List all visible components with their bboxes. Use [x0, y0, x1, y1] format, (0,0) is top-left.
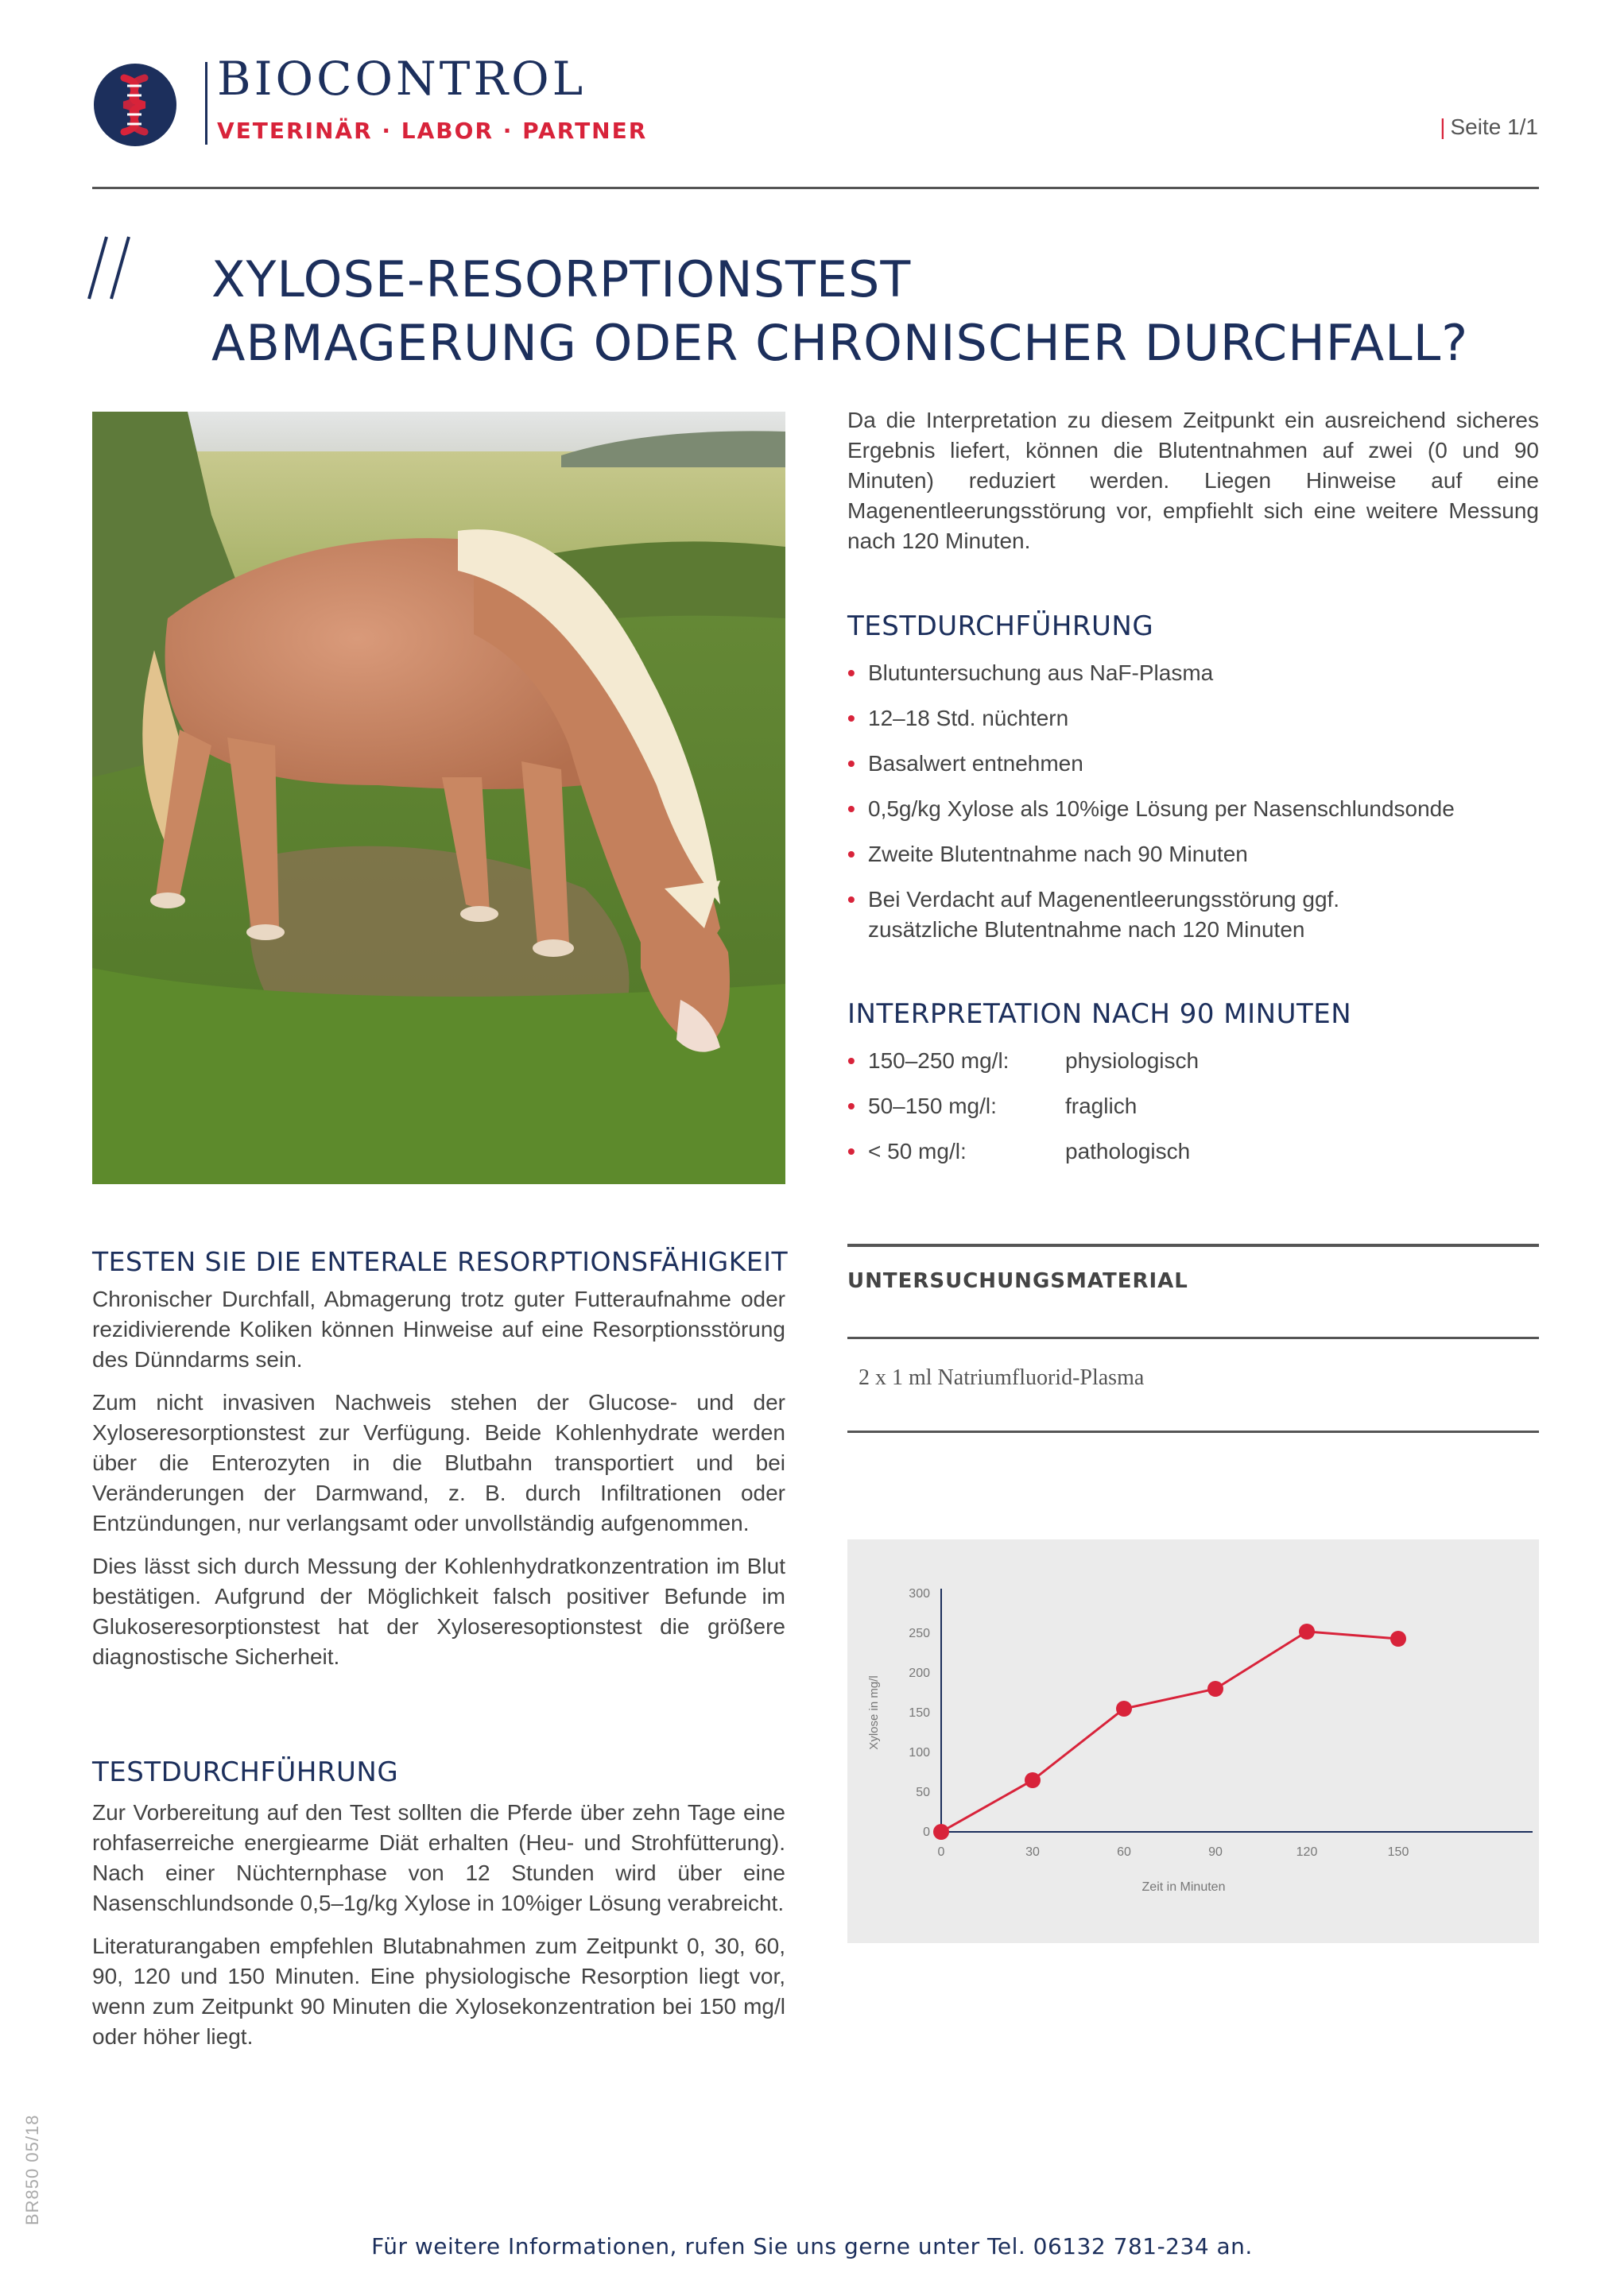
brand-divider	[205, 62, 207, 145]
procedure-item	[847, 749, 1539, 779]
chart-x-tick-label: 150	[1387, 1845, 1409, 1859]
chart-data-point	[933, 1824, 949, 1840]
double-slash-icon	[84, 232, 140, 304]
procedure-item-text: Blutuntersuchung aus NaF-Plasma	[868, 660, 1214, 685]
procedure-item	[847, 794, 1539, 824]
bullet-dot-icon: •	[847, 1094, 855, 1118]
intro-paragraph-right: Da die Interpretation zu diesem Zeitpunkt ein ausreichend sicheres Ergebnis liefert, können die Blutentnahmen auf zwei (0 und 90 Minuten) reduziert werden. Liegen Hinweise auf eine Magenentleerungsstörung vor, empfiehlt sich eine weitere Messung nach 120 Minuten.	[847, 408, 1539, 553]
interpretation-row	[847, 1091, 1539, 1121]
bullet-dot-icon: •	[847, 1048, 855, 1073]
testen-heading: TESTEN SIE DIE ENTERALE RESORPTIONSFÄHIGKEIT	[92, 1246, 789, 1277]
page-number	[1440, 114, 1538, 140]
chart-y-tick-label: 0	[923, 1826, 930, 1839]
material-bottom-rule	[847, 1431, 1539, 1433]
interpretation-range: < 50 mg/l:	[868, 1139, 967, 1163]
chart-data-point	[1390, 1631, 1406, 1647]
chart-data-point	[1207, 1681, 1223, 1697]
biocontrol-logo-icon	[92, 62, 178, 148]
procedure-heading: TESTDURCHFÜHRUNG	[847, 610, 1154, 642]
chart-data-point	[1116, 1701, 1132, 1717]
interpretation-result: pathologisch	[1065, 1139, 1191, 1163]
chart-y-tick-label: 200	[909, 1667, 930, 1680]
testen-paragraph: Zum nicht invasiven Nachweis stehen der Glucose- und der Xyloseresorptionstest zur Verfügung. Beide Kohlenhydrate werden über die Enterozyten in die Blutbahn transportiert und bei Veränderungen der Darmwand, z. B. durch Infiltrationen oder Entzündungen, nur verlangsamt oder unvollständig aufgenommen.	[92, 1390, 785, 1535]
horse-photo	[92, 412, 785, 1184]
bullet-dot-icon: •	[847, 842, 855, 866]
interpretation-result: physiologisch	[1065, 1048, 1200, 1073]
interpretation-range: 150–250 mg/l:	[868, 1048, 1010, 1073]
durchfuehrung-heading: TESTDURCHFÜHRUNG	[92, 1756, 399, 1788]
testen-paragraph: Dies lässt sich durch Messung der Kohlenhydratkonzentration im Blut bestätigen. Aufgrund der Möglichkeit falsch positiver Befunde im Glukoseresorptionstest hat der Xyloseresoptionstest die größere diagnostische Sicherheit.	[92, 1554, 785, 1669]
brand-tagline: VETERINÄR · LABOR · PARTNER	[217, 118, 648, 144]
material-top-rule	[847, 1244, 1539, 1247]
brand-name: BIOCONTROL	[217, 52, 587, 106]
material-mid-rule	[847, 1337, 1539, 1339]
interpretation-row	[847, 1136, 1539, 1167]
chart-x-tick-label: 0	[937, 1845, 945, 1859]
bullet-dot-icon: •	[847, 706, 855, 730]
chart-x-tick-label: 120	[1296, 1845, 1318, 1859]
chart-data-point	[1025, 1772, 1041, 1788]
durchfuehrung-body	[92, 1798, 785, 2052]
durchfuehrung-paragraph: Zur Vorbereitung auf den Test sollten die Pferde über zehn Tage eine rohfaserreiche energiearme Diät erhalten (Heu- und Strohfütterung). Nach einer Nüchternphase von 12 Stunden wird über eine Nasenschlundsonde 0,5–1g/kg Xylose in 10%iger Lösung verabreicht.	[92, 1800, 785, 1915]
chart-series-line	[941, 1632, 1398, 1832]
chart-y-tick-label: 250	[909, 1627, 930, 1640]
interpretation-result: fraglich	[1065, 1094, 1138, 1118]
header-rule	[92, 187, 1539, 189]
chart-x-tick-label: 60	[1117, 1845, 1131, 1859]
bullet-dot-icon: •	[847, 751, 855, 776]
durchfuehrung-paragraph: Literaturangaben empfehlen Blutabnahmen zum Zeitpunkt 0, 30, 60, 90, 120 und 150 Minuten. Eine physiologische Resorption liegt vor, wenn zum Zeitpunkt 90 Minuten die Xylosekonzentration bei 150 mg/l oder höher liegt.	[92, 1934, 785, 2049]
material-value: 2 x 1 ml Natriumfluorid-Plasma	[859, 1365, 1145, 1390]
document-code: BR850 05/18	[22, 2114, 42, 2225]
chart-y-axis-label: Xylose in mg/l	[867, 1675, 881, 1750]
procedure-item-text: 0,5g/kg Xylose als 10%ige Lösung per Nasenschlundsonde	[868, 796, 1455, 821]
page-number-text: Seite 1/1	[1450, 114, 1538, 139]
procedure-item	[847, 839, 1539, 869]
procedure-item-text: 12–18 Std. nüchtern	[868, 706, 1069, 730]
procedure-item-text: Zweite Blutentnahme nach 90 Minuten	[868, 842, 1248, 866]
testen-body	[92, 1284, 785, 1672]
chart-y-tick-label: 100	[909, 1746, 930, 1760]
procedure-list	[847, 658, 1539, 960]
procedure-item	[847, 885, 1424, 945]
chart-data-point	[1299, 1624, 1315, 1640]
page-number-bar: |	[1440, 114, 1446, 139]
procedure-item-text: Basalwert entnehmen	[868, 751, 1083, 776]
procedure-item	[847, 658, 1539, 688]
bullet-dot-icon: •	[847, 1139, 855, 1163]
chart-y-tick-label: 300	[909, 1587, 930, 1601]
chart-x-axis-label: Zeit in Minuten	[1141, 1880, 1226, 1894]
chart-x-tick-label: 30	[1025, 1845, 1040, 1859]
chart-y-tick-label: 50	[916, 1786, 930, 1799]
material-heading: UNTERSUCHUNGSMATERIAL	[847, 1269, 1188, 1293]
footer-contact: Für weitere Informationen, rufen Sie uns gerne unter Tel. 06132 781-234 an.	[371, 2233, 1253, 2259]
bullet-dot-icon: •	[847, 796, 855, 821]
chart-x-tick-label: 90	[1208, 1845, 1223, 1859]
interpretation-heading: INTERPRETATION NACH 90 MINUTEN	[847, 998, 1352, 1030]
xylose-chart	[847, 1539, 1539, 1943]
title-line-1: XYLOSE-RESORPTIONSTEST	[211, 250, 912, 308]
bullet-dot-icon: •	[847, 660, 855, 685]
chart-svg	[847, 1539, 1539, 1943]
procedure-item	[847, 703, 1539, 734]
chart-y-tick-label: 150	[909, 1706, 930, 1720]
interpretation-list	[847, 1046, 1539, 1182]
testen-paragraph: Chronischer Durchfall, Abmagerung trotz guter Futteraufnahme oder rezidivierende Koliken können Hinweise auf eine Resorptionsstörung des Dünndarms sein.	[92, 1287, 785, 1372]
bullet-dot-icon: •	[847, 887, 855, 912]
procedure-item-text: Bei Verdacht auf Magenentleerungsstörung ggf. zusätzliche Blutentnahme nach 120 Minuten	[868, 887, 1340, 942]
title-line-2: ABMAGERUNG ODER CHRONISCHER DURCHFALL?	[211, 314, 1469, 372]
page-title	[211, 248, 1468, 375]
interpretation-range: 50–150 mg/l:	[868, 1094, 997, 1118]
interpretation-row	[847, 1046, 1539, 1076]
